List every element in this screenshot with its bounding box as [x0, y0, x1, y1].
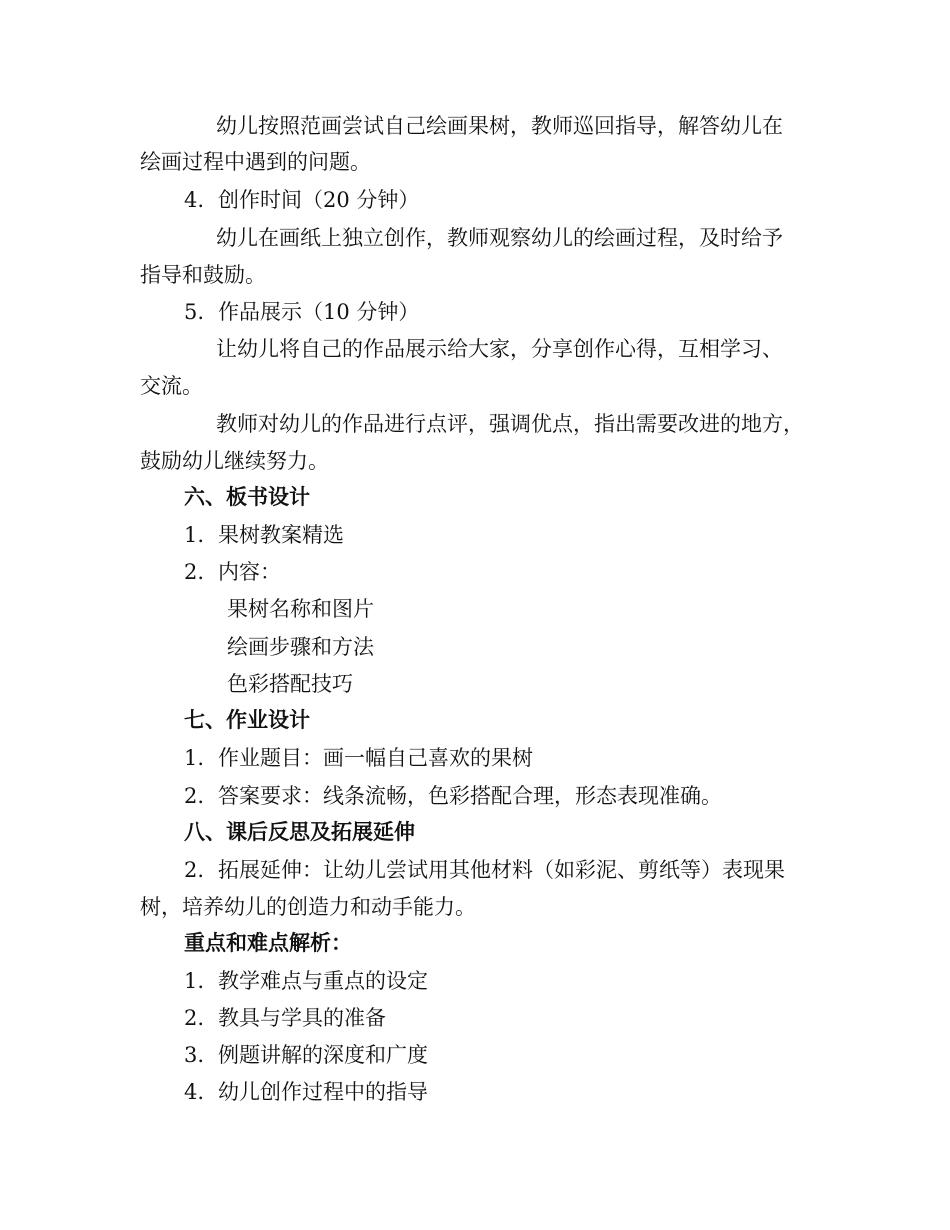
list-item	[184, 1077, 428, 1107]
section-heading: 六、板书设计	[184, 485, 310, 509]
paragraph-line: 让幼儿将自己的作品展示给大家，分享创作心得，互相学习、	[216, 337, 783, 361]
list-item	[184, 1003, 386, 1033]
section-heading: 七、作业设计	[184, 708, 310, 732]
paragraph-line: 树，培养幼儿的创造力和动手能力。	[140, 895, 476, 919]
list-number: 1.	[184, 746, 205, 770]
list-item	[184, 966, 428, 996]
paragraph-line: 幼儿在画纸上独立创作，教师观察幼儿的绘画过程，及时给予	[216, 226, 783, 250]
list-number: 1.	[184, 969, 205, 993]
list-number: 5.	[184, 300, 205, 324]
paragraph-line: 鼓励幼儿继续努力。	[140, 449, 329, 473]
paragraph-line: 指导和鼓励。	[140, 263, 266, 287]
list-number: 2.	[184, 784, 205, 808]
list-item	[184, 855, 785, 885]
list-text: 答案要求：线条流畅，色彩搭配合理，形态表现准确。	[218, 784, 722, 808]
list-text: 内容：	[218, 560, 281, 584]
list-item	[184, 185, 419, 215]
paragraph-line: 交流。	[140, 374, 203, 398]
list-text: 作业题目：画一幅自己喜欢的果树	[218, 746, 533, 770]
list-text: 创作时间（20 分钟）	[218, 188, 420, 212]
list-number: 4.	[184, 1080, 205, 1104]
sub-item: 绘画步骤和方法	[227, 635, 374, 659]
list-item	[184, 520, 344, 550]
list-item	[184, 781, 722, 811]
list-text: 例题讲解的深度和广度	[218, 1043, 428, 1067]
list-text: 拓展延伸：让幼儿尝试用其他材料（如彩泥、剪纸等）表现果	[218, 858, 785, 882]
list-number: 2.	[184, 858, 205, 882]
list-text: 教学难点与重点的设定	[218, 969, 428, 993]
paragraph-line: 绘画过程中遇到的问题。	[140, 150, 371, 174]
section-heading: 八、课后反思及拓展延伸	[184, 820, 415, 844]
list-number: 1.	[184, 523, 205, 547]
list-number: 4.	[184, 188, 205, 212]
list-text: 幼儿创作过程中的指导	[218, 1080, 428, 1104]
list-text: 教具与学具的准备	[218, 1006, 386, 1030]
list-number: 2.	[184, 1006, 205, 1030]
list-number: 2.	[184, 560, 205, 584]
paragraph-line: 幼儿按照范画尝试自己绘画果树，教师巡回指导，解答幼儿在	[216, 114, 783, 138]
sub-item: 色彩搭配技巧	[227, 672, 353, 696]
list-item	[184, 297, 419, 327]
list-item	[184, 743, 533, 773]
list-item	[184, 557, 281, 587]
list-text: 作品展示（10 分钟）	[218, 300, 420, 324]
list-item	[184, 1040, 428, 1070]
list-text: 果树教案精选	[218, 523, 344, 547]
section-heading: 重点和难点解析：	[184, 931, 352, 955]
list-number: 3.	[184, 1043, 205, 1067]
paragraph-line: 教师对幼儿的作品进行点评，强调优点，指出需要改进的地方，	[216, 412, 804, 436]
sub-item: 果树名称和图片	[227, 597, 374, 621]
